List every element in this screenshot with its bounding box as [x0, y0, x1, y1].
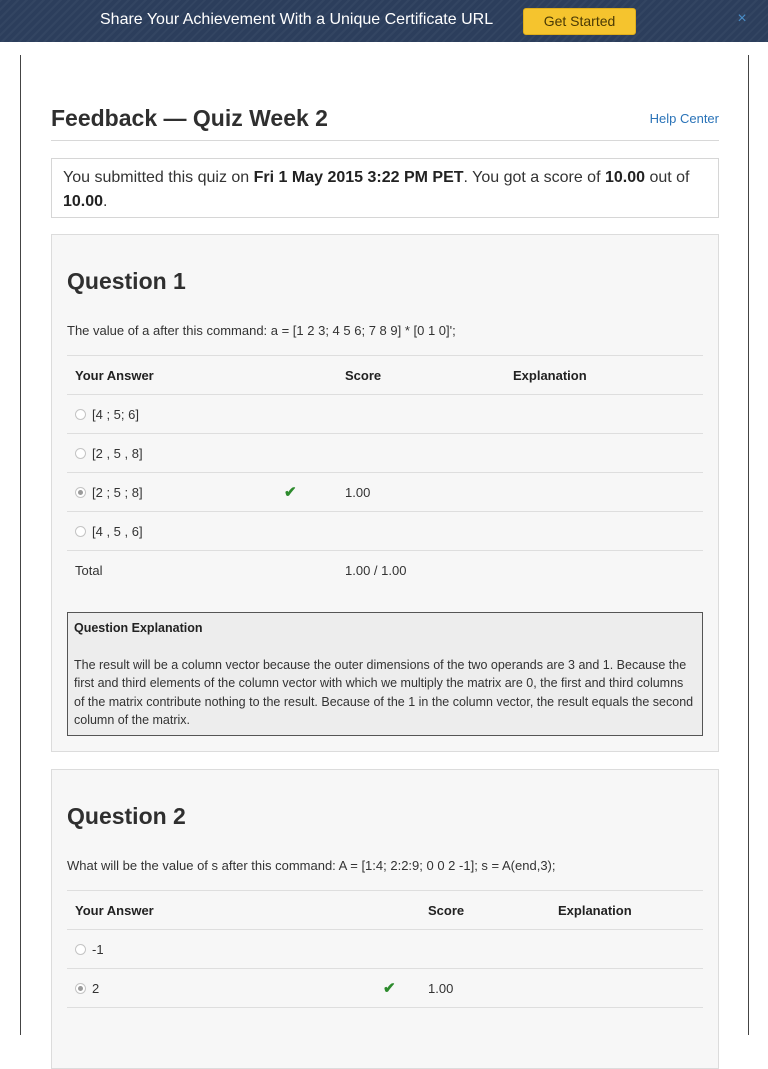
- radio-button: [75, 448, 86, 459]
- answer-cell: [67, 395, 337, 434]
- radio-button-selected: [75, 487, 86, 498]
- explanation-cell: [550, 930, 703, 969]
- summary-middle: . You got a score of: [463, 169, 605, 186]
- explanation-title: Question Explanation: [74, 621, 203, 635]
- summary-out-of: out of: [645, 169, 690, 186]
- table-row: [67, 512, 703, 551]
- column-header-explanation: Explanation: [505, 356, 703, 395]
- column-header-explanation: Explanation: [550, 891, 703, 930]
- score-cell: 1.00: [337, 473, 505, 512]
- explanation-cell: [505, 473, 703, 512]
- checkmark-icon: ✔: [284, 484, 297, 501]
- answer-label: [4 , 5 , 6]: [92, 523, 143, 539]
- banner-text: Share Your Achievement With a Unique Certificate URL: [100, 11, 494, 28]
- question-card: [51, 769, 719, 1069]
- page-header: [51, 105, 719, 141]
- radio-button: [75, 944, 86, 955]
- summary-prefix: You submitted this quiz on: [63, 169, 254, 186]
- answer-cell: [67, 473, 337, 512]
- answer-cell: [67, 1008, 420, 1047]
- total-explanation-cell: [505, 551, 703, 590]
- page-content: [20, 55, 749, 1035]
- submission-score: 10.00: [604, 169, 645, 186]
- total-label: Total: [67, 551, 337, 590]
- answer-label: [2 ; 5 ; 8]: [92, 484, 143, 500]
- get-started-button[interactable]: Get Started: [523, 8, 636, 35]
- score-cell: [337, 512, 505, 551]
- checkmark-icon: ✔: [383, 980, 396, 997]
- explanation-cell: [550, 969, 703, 1008]
- score-cell: [337, 434, 505, 473]
- submission-max-score: 10.00: [63, 193, 104, 210]
- table-row: [67, 473, 703, 512]
- total-score: 1.00 / 1.00: [337, 551, 505, 590]
- explanation-cell: [505, 512, 703, 551]
- summary-suffix: .: [103, 193, 108, 210]
- radio-button: [75, 526, 86, 537]
- answers-table: [67, 890, 703, 1047]
- column-header-answer: Your Answer: [67, 891, 420, 930]
- close-icon[interactable]: ×: [737, 10, 747, 27]
- score-cell: [420, 1008, 550, 1047]
- explanation-cell: [505, 434, 703, 473]
- radio-button-selected: [75, 983, 86, 994]
- score-cell: [420, 930, 550, 969]
- submission-date: Fri 1 May 2015 3:22 PM PET: [253, 169, 464, 186]
- answer-cell: [67, 512, 337, 551]
- answer-label: 2: [92, 980, 100, 996]
- table-row: [67, 969, 703, 1008]
- explanation-text: The result will be a column vector because the outer dimensions of the two operands are 3 and 1. Because the first and third elements of the column vector with which we multiply the matrix are 0, the first and third columns of the matrix contribute nothing to the result. Because of the 1 in the column vector, the result equals the second column of the matrix.: [74, 657, 694, 727]
- column-header-score: Score: [337, 356, 505, 395]
- table-row: [67, 434, 703, 473]
- table-row: [67, 930, 703, 969]
- submission-summary: [51, 158, 719, 218]
- answer-cell: [67, 930, 420, 969]
- certificate-banner: [0, 0, 768, 42]
- answer-cell: [67, 969, 420, 1008]
- table-header-row: [67, 356, 703, 395]
- question-explanation-box: [67, 612, 703, 736]
- answer-label: [4 ; 5; 6]: [92, 406, 139, 422]
- question-prompt: What will be the value of s after this command: A = [1:4; 2:2:9; 0 0 2 -1]; s = A(end,3);: [67, 858, 556, 873]
- score-cell: [337, 395, 505, 434]
- column-header-answer: Your Answer: [67, 356, 337, 395]
- table-row: [67, 395, 703, 434]
- page-title: Feedback — Quiz Week 2: [51, 105, 328, 131]
- answer-label: [2 , 5 , 8]: [92, 445, 143, 461]
- help-center-link[interactable]: Help Center: [649, 111, 719, 126]
- answer-label: -1: [92, 941, 104, 957]
- question-card: [51, 234, 719, 752]
- score-cell: 1.00: [420, 969, 550, 1008]
- table-header-row: [67, 891, 703, 930]
- answer-cell: [67, 434, 337, 473]
- table-row: [67, 1008, 703, 1047]
- question-title: Question 2: [67, 803, 186, 829]
- explanation-cell: [550, 1008, 703, 1047]
- explanation-cell: [505, 395, 703, 434]
- total-row: [67, 551, 703, 590]
- answers-table: [67, 355, 703, 590]
- question-title: Question 1: [67, 268, 186, 294]
- column-header-score: Score: [420, 891, 550, 930]
- radio-button: [75, 409, 86, 420]
- question-prompt: The value of a after this command: a = [1 2 3; 4 5 6; 7 8 9] * [0 1 0]';: [67, 323, 456, 338]
